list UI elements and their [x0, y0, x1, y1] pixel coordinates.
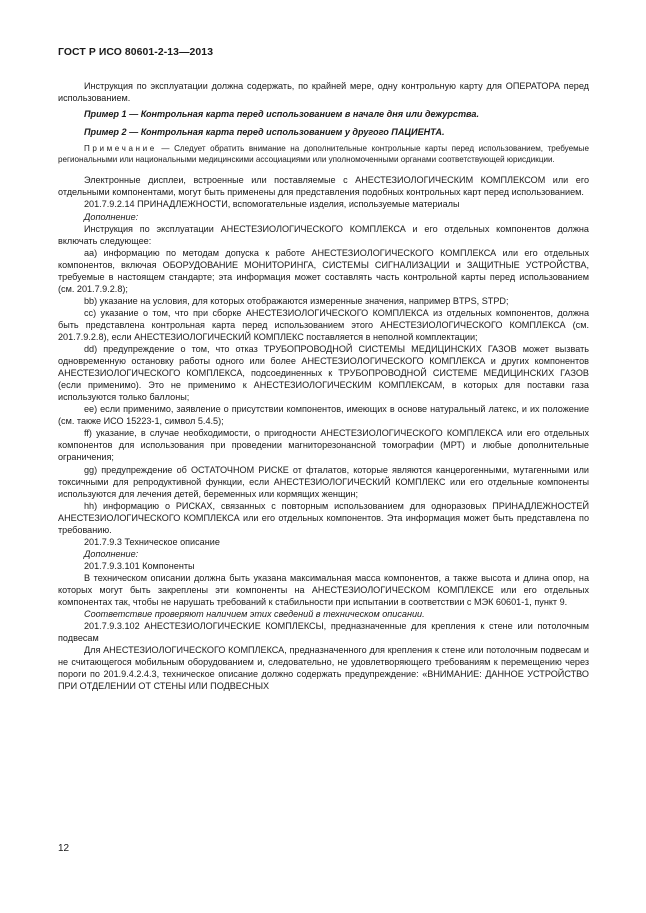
list-item: ff) указание, в случае необходимости, о пригодности АНЕСТЕЗИОЛОГИЧЕСКОГО КОМПЛЕКСА или его отдельных компонентов для использования при проведении магниторезонансной томографии (МРТ) и любые дополнительные ограничения; — [58, 428, 589, 463]
note — [58, 144, 589, 165]
section-heading: 201.7.9.3 Техническое описание — [84, 536, 220, 547]
list-item: ее) если применимо, заявление о присутствии компонентов, имеющих в основе натуральный латекс, и их положение (см. также ИСО 15223-1, символ 5.4.5); — [58, 404, 589, 427]
example-2: Пример 2 — Контрольная карта перед использованием у другого ПАЦИЕНТА. — [84, 127, 445, 138]
list-item: gg) предупреждение об ОСТАТОЧНОМ РИСКЕ от фталатов, которые являются канцерогенными, мутагенными или токсичными для репродуктивной функции, если АНЕСТЕЗИОЛОГИЧЕСКИЙ КОМПЛЕКС или его отдельные компоненты используются для лечения детей, беременных или кормящих женщин; — [58, 464, 589, 499]
paragraph: В техническом описании должна быть указана максимальная масса компонентов, а также высота и длина опор, на которых могут быть закреплены эти компоненты на АНЕСТЕЗИОЛОГИЧЕСКОМ КОМПЛЕКСЕ или его отдельных компонентах так, чтобы не нарушать требований к стабильности при испытании в соответствии с МЭК 60601-1, пункт 9. — [58, 572, 589, 608]
addition-label: Дополнение: — [84, 548, 139, 559]
section-heading: 201.7.9.2.14 ПРИНАДЛЕЖНОСТИ, вспомогательные изделия, используемые материалы — [84, 199, 460, 210]
list-item: hh) информацию о РИСКАХ, связанных с повторным использованием для одноразовых ПРИНАДЛЕЖНОСТЕЙ АНЕСТЕЗИОЛОГИЧЕСКОГО КОМПЛЕКСА или его отдельных компонентов. Эта информация может быть представлена по требованию. — [58, 500, 589, 535]
running-header: ГОСТ Р ИСО 80601-2-13—2013 — [58, 47, 214, 58]
addition-label: Дополнение: — [84, 211, 139, 222]
compliance-statement: Соответствие проверяют наличием этих сведений в техническом описании. — [84, 609, 425, 620]
page-number: 12 — [58, 843, 70, 854]
example-1: Пример 1 — Контрольная карта перед использованием в начале дня или дежурства. — [84, 109, 480, 120]
list-item: аа) информацию по методам допуска к работе АНЕСТЕЗИОЛОГИЧЕСКОГО КОМПЛЕКСА или его отдельных компонентов, включая ОБОРУДОВАНИЕ МОНИТОРИНГА, СИСТЕМЫ СИГНАЛИЗАЦИИ и ЗАЩИТНЫЕ УСТРОЙСТВА, требуемые в настоящем стандарте; эта информация может составлять часть контрольной карты перед использованием (см. 201.7.9.2.8); — [58, 247, 589, 294]
subsection-heading: 201.7.9.3.102 АНЕСТЕЗИОЛОГИЧЕСКИЕ КОМПЛЕКСЫ, предназначенные для крепления к стене или потолочным подвесам — [58, 621, 589, 644]
list-item: bb) указание на условия, для которых отображаются измеренные значения, например BTPS, STPD; — [84, 295, 509, 306]
list-item: dd) предупреждение о том, что отказ ТРУБОПРОВОДНОЙ СИСТЕМЫ МЕДИЦИНСКИХ ГАЗОВ может вызвать одновременную остановку работы одного или более АНЕСТЕЗИОЛОГИЧЕСКОГО КОМПЛЕКСА и других компонентов АНЕСТЕЗИОЛОГИЧЕСКОГО КОМПЛЕКСА, подсоединенных к ТРУБОПРОВОДНОЙ СИСТЕМЕ МЕДИЦИНСКИХ ГАЗОВ (если применимо). Это не применимо к АНЕСТЕЗИОЛОГИЧЕСКИМ КОМПЛЕКСАМ, в которых для поставки газа используются только баллоны; — [58, 344, 589, 403]
list-item: cc) указание о том, что при сборке АНЕСТЕЗИОЛОГИЧЕСКОГО КОМПЛЕКСА из отдельных компонентов, должна быть представлена контрольная карта перед использованием этого АНЕСТЕЗИОЛОГИЧЕСКОГО КОМПЛЕКСА (см. 201.7.9.2.8), если АНЕСТЕЗИОЛОГИЧЕСКИЙ КОМПЛЕКС поставляется в неполной комплектации; — [58, 307, 589, 342]
paragraph: Инструкция по эксплуатации АНЕСТЕЗИОЛОГИЧЕСКОГО КОМПЛЕКСА и его отдельных компонентов должна включать следующее: — [58, 223, 589, 246]
paragraph: Электронные дисплеи, встроенные или поставляемые с АНЕСТЕЗИОЛОГИЧЕСКИМ КОМПЛЕКСОМ или его отдельными компонентами, могут быть применены для представления подобных контрольных карт перед использованием. — [58, 175, 589, 198]
paragraph: Инструкция по эксплуатации должна содержать, по крайней мере, одну контрольную карту для ОПЕРАТОРА перед использованием. — [58, 81, 589, 104]
body-text — [58, 80, 589, 692]
subsection-heading: 201.7.9.3.101 Компоненты — [84, 560, 195, 571]
paragraph: Для АНЕСТЕЗИОЛОГИЧЕСКОГО КОМПЛЕКСА, предназначенного для крепления к стене или потолочным подвесам и не считающегося мобильным оборудованием и, следовательно, не удовлетворяющего требованиям к перемещению через пороги по 201.9.4.2.4.3, техническое описание должно содержать предупреждение: «ВНИМАНИЕ: ДАННОЕ УСТРОЙСТВО ПРИ ОТДЕЛЕНИИ ОТ СТЕНЫ ИЛИ ПОДВЕСНЫХ — [58, 645, 589, 692]
note-text: — Следует обратить внимание на дополнительные контрольные карты перед использованием, требуемые региональными или национальными медицинскими ассоциациями или уполномоченными органами соответствующей юрисдикции. — [58, 144, 589, 164]
note-label: Примечание — [84, 144, 157, 154]
